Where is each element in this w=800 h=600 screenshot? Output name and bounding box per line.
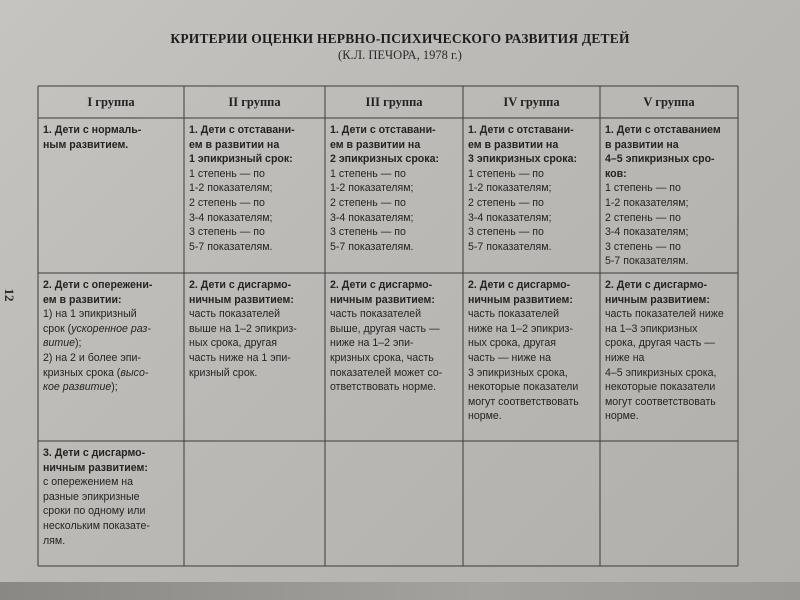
cell-r1-c5	[605, 123, 736, 269]
cell-line: 3 степень — по	[468, 226, 544, 239]
cell-line: 5-7 показателям.	[605, 255, 689, 268]
cell-line: 2. Дети с дисгармо-	[330, 279, 433, 291]
cell-line: 5-7 показателям.	[330, 240, 414, 253]
cell-line: ответствовать норме.	[330, 381, 437, 394]
cell-line: 2. Дети с дисгармо-	[468, 279, 571, 291]
cell-line: ниже на	[605, 351, 645, 364]
page-subtitle: (К.Л. ПЕЧОРА, 1978 г.)	[338, 48, 462, 62]
cell-r2-c5	[605, 278, 736, 424]
cell-r2-c3	[330, 278, 461, 395]
cell-line: 1 степень — по	[330, 167, 406, 180]
cell-r2-c2	[189, 278, 323, 380]
cell-line: ничным развитием:	[468, 293, 573, 306]
cell-line: 1) на 1 эпикризный	[43, 308, 137, 321]
cell-line: ем в развитии на	[468, 138, 559, 151]
cell-line: ничным развитием:	[330, 293, 435, 306]
cell-line: часть показателей ниже	[605, 308, 724, 321]
header-group-1: I группа	[87, 95, 135, 109]
cell-line: 5-7 показателям.	[189, 240, 273, 253]
cell-line: часть показателей	[330, 308, 422, 321]
cell-line: некоторые показатели	[605, 381, 716, 394]
cell-line: срока, другая часть —	[605, 337, 715, 350]
italic-text: витие	[43, 337, 76, 350]
cell-line: 2 степень — по	[605, 211, 681, 224]
cell-line: могут соответствовать	[468, 395, 579, 408]
cell-line: сроки по одному или	[43, 505, 146, 518]
italic-text: кое развитие	[43, 381, 112, 394]
cell-line: 1. Дети с отставани-	[330, 124, 436, 136]
cell-line: лям.	[43, 534, 66, 547]
text-run: );	[75, 337, 82, 350]
cell-line: 3. Дети с дисгармо-	[43, 447, 146, 459]
cell-line: кризных срока, часть	[330, 351, 434, 364]
cell-line: ков:	[605, 167, 627, 180]
cell-line: выше на 1–2 эпикриз-	[189, 322, 297, 335]
cell-line: 4–5 эпикризных сро-	[605, 153, 715, 166]
cell-line: 1. Дети с отставани-	[468, 124, 574, 136]
cell-line	[43, 366, 182, 381]
cell-line	[43, 336, 182, 351]
cell-line: ниже на 1–2 эпикриз-	[468, 322, 573, 335]
cell-line: ничным развитием:	[605, 293, 710, 306]
cell-line: 2 степень — по	[189, 196, 265, 209]
cell-line: норме.	[468, 410, 502, 423]
cell-line: ных срока, другая	[189, 337, 277, 350]
header-group-2: II группа	[228, 95, 281, 109]
cell-line: часть — ниже на	[468, 351, 551, 364]
cell-r2-c1	[43, 278, 182, 395]
cell-line: 2) на 2 и более эпи-	[43, 351, 141, 364]
cell-line: 2 степень — по	[330, 196, 406, 209]
cell-line: 3-4 показателям;	[468, 211, 552, 224]
cell-line: 1. Дети с отставанием	[605, 124, 721, 136]
cell-line: 3 степень — по	[330, 226, 406, 239]
cell-r1-c1	[43, 123, 182, 152]
cell-line: кризный срок.	[189, 366, 258, 379]
cell-line: 3 степень — по	[189, 226, 265, 239]
cell-line: на 1–3 эпикризных	[605, 322, 698, 335]
cell-line: в развитии на	[605, 138, 679, 151]
cell-line: 1-2 показателям;	[605, 196, 689, 209]
page-title: КРИТЕРИИ ОЦЕНКИ НЕРВНО-ПСИХИЧЕСКОГО РАЗВИТИЯ ДЕТЕЙ	[170, 31, 630, 46]
cell-line: 3-4 показателям;	[330, 211, 414, 224]
cell-line: 2. Дети с опережени-	[43, 279, 153, 291]
cell-line: 1 степень — по	[605, 182, 681, 195]
cell-line: 3 степень — по	[605, 240, 681, 253]
text-run: срок (	[43, 322, 72, 335]
cell-line: 3-4 показателям;	[605, 226, 689, 239]
cell-line: нескольким показате-	[43, 519, 150, 532]
cell-line: ниже на 1–2 эпи-	[330, 337, 414, 350]
text-run: кризных срока (	[43, 366, 121, 379]
cell-line: 1 степень — по	[189, 167, 265, 180]
cell-line: 1. Дети с отставани-	[189, 124, 295, 136]
cell-line: 1 эпикризный срок:	[189, 153, 293, 166]
italic-text: высо-	[120, 366, 149, 379]
cell-r1-c2	[189, 123, 323, 254]
cell-line: 4–5 эпикризных срока,	[605, 366, 717, 379]
cell-line: 3-4 показателям;	[189, 211, 273, 224]
cell-line: 1-2 показателям;	[468, 182, 552, 195]
header-group-4: IV группа	[503, 95, 560, 109]
cell-line: 5-7 показателям.	[468, 240, 552, 253]
cell-line: могут соответствовать	[605, 395, 716, 408]
cell-r1-c4	[468, 123, 598, 254]
cell-line: разные эпикризные	[43, 490, 140, 503]
cell-line: с опережением на	[43, 476, 134, 489]
cell-line: часть ниже на 1 эпи-	[189, 351, 291, 364]
page-edge-shadow	[0, 582, 800, 600]
cell-line: показателей может со-	[330, 366, 443, 379]
cell-line	[43, 380, 182, 395]
cell-line: ных срока, другая	[468, 337, 556, 350]
cell-line: 3 эпикризных срока,	[468, 366, 568, 379]
cell-line: выше, другая часть —	[330, 322, 440, 335]
cell-line: 2 эпикризных срока:	[330, 153, 439, 166]
cell-r1-c3	[330, 123, 461, 254]
cell-r3-c1	[43, 446, 182, 548]
cell-line: ничным развитием:	[43, 461, 148, 474]
cell-line: 1-2 показателям;	[330, 182, 414, 195]
cell-line: некоторые показатели	[468, 381, 579, 394]
cell-line: ем в развитии:	[43, 293, 122, 306]
cell-line: 2. Дети с дисгармо-	[189, 279, 292, 291]
cell-line: 3 эпикризных срока:	[468, 153, 577, 166]
cell-line: часть показателей	[468, 308, 560, 321]
header-group-3: III группа	[365, 95, 423, 109]
cell-line: 1 степень — по	[468, 167, 544, 180]
cell-line: ничным развитием:	[189, 293, 294, 306]
cell-line: норме.	[605, 410, 639, 423]
cell-line: ным развитием.	[43, 138, 129, 151]
cell-line: часть показателей	[189, 308, 281, 321]
cell-line: 1. Дети с нормаль-	[43, 124, 142, 136]
cell-line: ем в развитии на	[330, 138, 421, 151]
header-group-5: V группа	[643, 95, 695, 109]
page-number: 12	[2, 288, 17, 302]
cell-line	[43, 322, 182, 337]
cell-line: 1-2 показателям;	[189, 182, 273, 195]
cell-line: 2. Дети с дисгармо-	[605, 279, 708, 291]
italic-text: ускоренное раз-	[71, 322, 151, 335]
cell-line: 2 степень — по	[468, 196, 544, 209]
text-run: );	[111, 381, 118, 394]
cell-r2-c4	[468, 278, 598, 424]
cell-line: ем в развитии на	[189, 138, 280, 151]
